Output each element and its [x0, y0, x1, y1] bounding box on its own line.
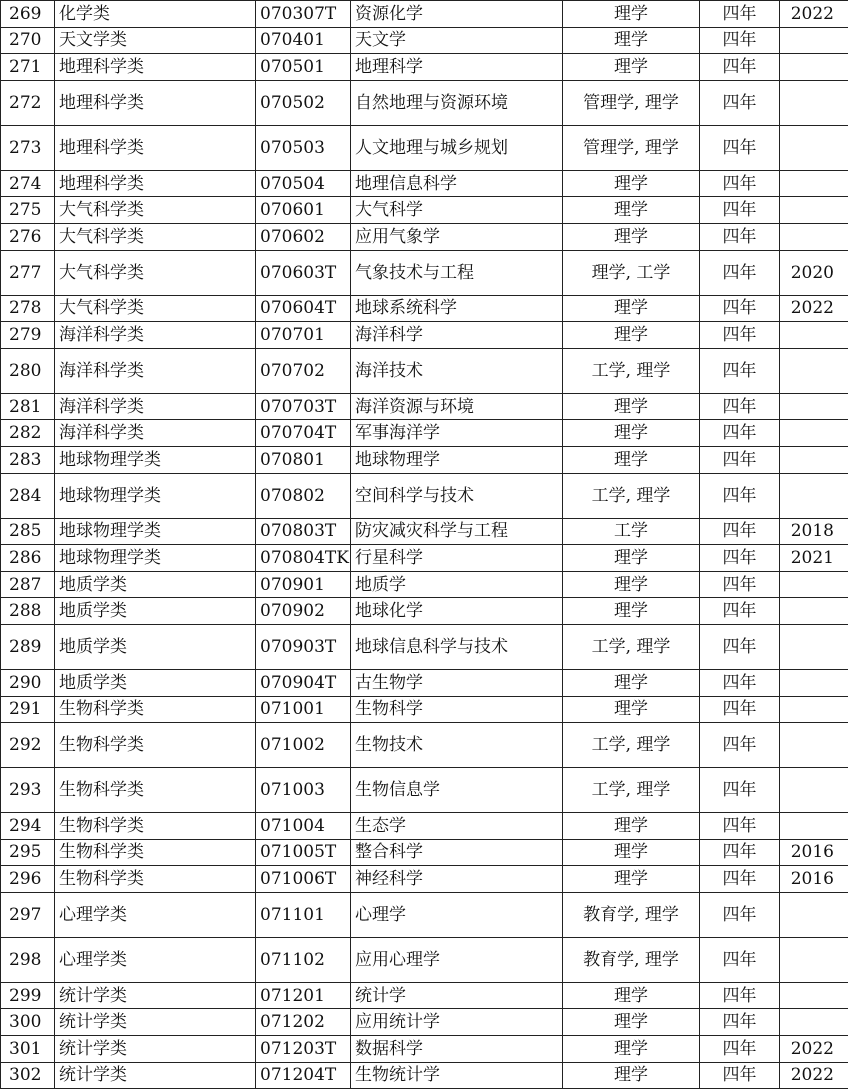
- major-name-cell: 生态学: [351, 813, 563, 840]
- degree-cell: 工学, 理学: [563, 624, 700, 669]
- year-added-cell: [780, 669, 848, 696]
- year-added-cell: [780, 768, 848, 813]
- major-code-cell: 071005T: [256, 839, 351, 866]
- row-number-cell: 292: [1, 723, 55, 768]
- major-code-cell: 070703T: [256, 393, 351, 420]
- row-number-cell: 273: [1, 125, 55, 170]
- category-cell: 海洋科学类: [55, 322, 256, 349]
- year-added-cell: [780, 892, 848, 937]
- degree-cell: 理学: [563, 27, 700, 54]
- category-cell: 天文学类: [55, 27, 256, 54]
- major-code-cell: 070701: [256, 322, 351, 349]
- major-code-cell: 071006T: [256, 866, 351, 893]
- degree-cell: 理学: [563, 223, 700, 250]
- table-row: [1, 420, 848, 447]
- duration-cell: 四年: [700, 813, 780, 840]
- duration-cell: 四年: [700, 982, 780, 1009]
- major-name-cell: 海洋科学: [351, 322, 563, 349]
- degree-cell: 理学: [563, 866, 700, 893]
- table-row: [1, 473, 848, 518]
- duration-cell: 四年: [700, 1009, 780, 1036]
- duration-cell: 四年: [700, 420, 780, 447]
- table-row: [1, 1009, 848, 1036]
- row-number-cell: 300: [1, 1009, 55, 1036]
- year-added-cell: [780, 571, 848, 598]
- category-cell: 化学类: [55, 1, 256, 28]
- year-added-cell: [780, 170, 848, 197]
- major-name-cell: 数据科学: [351, 1036, 563, 1063]
- major-name-cell: 应用气象学: [351, 223, 563, 250]
- year-added-cell: [780, 80, 848, 125]
- table-row: [1, 624, 848, 669]
- major-name-cell: 行星科学: [351, 545, 563, 572]
- year-added-cell: [780, 197, 848, 224]
- year-added-cell: [780, 322, 848, 349]
- row-number-cell: 278: [1, 295, 55, 322]
- row-number-cell: 288: [1, 598, 55, 625]
- table-row: [1, 322, 848, 349]
- duration-cell: 四年: [700, 197, 780, 224]
- duration-cell: 四年: [700, 571, 780, 598]
- duration-cell: 四年: [700, 598, 780, 625]
- row-number-cell: 294: [1, 813, 55, 840]
- major-name-cell: 地球系统科学: [351, 295, 563, 322]
- duration-cell: 四年: [700, 322, 780, 349]
- major-name-cell: 心理学: [351, 892, 563, 937]
- year-added-cell: 2022: [780, 295, 848, 322]
- degree-cell: 工学: [563, 518, 700, 545]
- year-added-cell: [780, 723, 848, 768]
- row-number-cell: 284: [1, 473, 55, 518]
- major-code-cell: 070504: [256, 170, 351, 197]
- row-number-cell: 276: [1, 223, 55, 250]
- row-number-cell: 297: [1, 892, 55, 937]
- table-row: [1, 250, 848, 295]
- table-row: [1, 892, 848, 937]
- major-name-cell: 生物统计学: [351, 1062, 563, 1089]
- duration-cell: 四年: [700, 937, 780, 982]
- row-number-cell: 293: [1, 768, 55, 813]
- row-number-cell: 282: [1, 420, 55, 447]
- duration-cell: 四年: [700, 223, 780, 250]
- row-number-cell: 269: [1, 1, 55, 28]
- duration-cell: 四年: [700, 1062, 780, 1089]
- table-row: [1, 545, 848, 572]
- duration-cell: 四年: [700, 250, 780, 295]
- degree-cell: 理学: [563, 696, 700, 723]
- table-row: [1, 197, 848, 224]
- major-code-cell: 070702: [256, 348, 351, 393]
- major-code-cell: 071204T: [256, 1062, 351, 1089]
- year-added-cell: 2016: [780, 839, 848, 866]
- major-name-cell: 生物信息学: [351, 768, 563, 813]
- row-number-cell: 289: [1, 624, 55, 669]
- category-cell: 统计学类: [55, 982, 256, 1009]
- degree-cell: 理学: [563, 1036, 700, 1063]
- degree-cell: 理学: [563, 322, 700, 349]
- year-added-cell: [780, 223, 848, 250]
- row-number-cell: 298: [1, 937, 55, 982]
- table-body: [1, 1, 848, 1089]
- major-name-cell: 应用心理学: [351, 937, 563, 982]
- major-name-cell: 应用统计学: [351, 1009, 563, 1036]
- table-row: [1, 1036, 848, 1063]
- major-name-cell: 海洋资源与环境: [351, 393, 563, 420]
- major-name-cell: 天文学: [351, 27, 563, 54]
- row-number-cell: 274: [1, 170, 55, 197]
- year-added-cell: 2022: [780, 1, 848, 28]
- degree-cell: 理学: [563, 1, 700, 28]
- major-name-cell: 地球化学: [351, 598, 563, 625]
- row-number-cell: 301: [1, 1036, 55, 1063]
- table-row: [1, 80, 848, 125]
- table-row: [1, 571, 848, 598]
- table-row: [1, 982, 848, 1009]
- degree-cell: 理学, 工学: [563, 250, 700, 295]
- duration-cell: 四年: [700, 768, 780, 813]
- year-added-cell: 2020: [780, 250, 848, 295]
- major-code-cell: 070501: [256, 54, 351, 81]
- year-added-cell: [780, 348, 848, 393]
- row-number-cell: 270: [1, 27, 55, 54]
- category-cell: 生物科学类: [55, 866, 256, 893]
- duration-cell: 四年: [700, 348, 780, 393]
- table-row: [1, 27, 848, 54]
- category-cell: 统计学类: [55, 1062, 256, 1089]
- major-name-cell: 地理信息科学: [351, 170, 563, 197]
- category-cell: 统计学类: [55, 1036, 256, 1063]
- degree-cell: 工学, 理学: [563, 768, 700, 813]
- year-added-cell: [780, 446, 848, 473]
- table-row: [1, 348, 848, 393]
- duration-cell: 四年: [700, 393, 780, 420]
- table-row: [1, 295, 848, 322]
- table-row: [1, 1, 848, 28]
- major-code-cell: 070602: [256, 223, 351, 250]
- major-name-cell: 生物技术: [351, 723, 563, 768]
- duration-cell: 四年: [700, 27, 780, 54]
- major-name-cell: 人文地理与城乡规划: [351, 125, 563, 170]
- row-number-cell: 280: [1, 348, 55, 393]
- row-number-cell: 285: [1, 518, 55, 545]
- row-number-cell: 271: [1, 54, 55, 81]
- row-number-cell: 277: [1, 250, 55, 295]
- table-row: [1, 223, 848, 250]
- category-cell: 生物科学类: [55, 839, 256, 866]
- degree-cell: 教育学, 理学: [563, 937, 700, 982]
- major-code-cell: 071203T: [256, 1036, 351, 1063]
- duration-cell: 四年: [700, 518, 780, 545]
- table-row: [1, 125, 848, 170]
- duration-cell: 四年: [700, 170, 780, 197]
- degree-cell: 理学: [563, 54, 700, 81]
- duration-cell: 四年: [700, 723, 780, 768]
- year-added-cell: [780, 624, 848, 669]
- major-code-cell: 070902: [256, 598, 351, 625]
- year-added-cell: [780, 54, 848, 81]
- degree-cell: 理学: [563, 393, 700, 420]
- table-row: [1, 839, 848, 866]
- category-cell: 地质学类: [55, 571, 256, 598]
- table-row: [1, 669, 848, 696]
- degree-cell: 工学, 理学: [563, 348, 700, 393]
- row-number-cell: 290: [1, 669, 55, 696]
- year-added-cell: [780, 125, 848, 170]
- major-name-cell: 海洋技术: [351, 348, 563, 393]
- table-row: [1, 813, 848, 840]
- major-code-cell: 070802: [256, 473, 351, 518]
- row-number-cell: 287: [1, 571, 55, 598]
- year-added-cell: 2018: [780, 518, 848, 545]
- table-row: [1, 54, 848, 81]
- major-code-cell: 071003: [256, 768, 351, 813]
- degree-cell: 理学: [563, 446, 700, 473]
- major-name-cell: 自然地理与资源环境: [351, 80, 563, 125]
- category-cell: 心理学类: [55, 892, 256, 937]
- category-cell: 海洋科学类: [55, 420, 256, 447]
- degree-cell: 管理学, 理学: [563, 125, 700, 170]
- degree-cell: 工学, 理学: [563, 723, 700, 768]
- major-name-cell: 大气科学: [351, 197, 563, 224]
- category-cell: 地理科学类: [55, 170, 256, 197]
- major-name-cell: 地球物理学: [351, 446, 563, 473]
- category-cell: 大气科学类: [55, 295, 256, 322]
- major-name-cell: 气象技术与工程: [351, 250, 563, 295]
- table-row: [1, 696, 848, 723]
- degree-cell: 理学: [563, 982, 700, 1009]
- major-code-cell: 071201: [256, 982, 351, 1009]
- year-added-cell: [780, 598, 848, 625]
- duration-cell: 四年: [700, 295, 780, 322]
- major-code-cell: 070804TK: [256, 545, 351, 572]
- duration-cell: 四年: [700, 669, 780, 696]
- category-cell: 大气科学类: [55, 250, 256, 295]
- year-added-cell: 2022: [780, 1036, 848, 1063]
- major-name-cell: 地球信息科学与技术: [351, 624, 563, 669]
- major-code-cell: 070904T: [256, 669, 351, 696]
- year-added-cell: 2022: [780, 1062, 848, 1089]
- year-added-cell: [780, 27, 848, 54]
- category-cell: 海洋科学类: [55, 393, 256, 420]
- major-code-cell: 070704T: [256, 420, 351, 447]
- major-name-cell: 古生物学: [351, 669, 563, 696]
- duration-cell: 四年: [700, 1, 780, 28]
- table-row: [1, 768, 848, 813]
- duration-cell: 四年: [700, 473, 780, 518]
- year-added-cell: [780, 937, 848, 982]
- degree-cell: 理学: [563, 813, 700, 840]
- major-name-cell: 防灾减灾科学与工程: [351, 518, 563, 545]
- row-number-cell: 291: [1, 696, 55, 723]
- degree-cell: 理学: [563, 545, 700, 572]
- major-name-cell: 空间科学与技术: [351, 473, 563, 518]
- row-number-cell: 279: [1, 322, 55, 349]
- degree-cell: 理学: [563, 598, 700, 625]
- duration-cell: 四年: [700, 446, 780, 473]
- year-added-cell: [780, 696, 848, 723]
- row-number-cell: 296: [1, 866, 55, 893]
- category-cell: 地球物理学类: [55, 545, 256, 572]
- category-cell: 地质学类: [55, 598, 256, 625]
- table-row: [1, 518, 848, 545]
- category-cell: 大气科学类: [55, 197, 256, 224]
- duration-cell: 四年: [700, 545, 780, 572]
- major-code-cell: 070307T: [256, 1, 351, 28]
- category-cell: 地质学类: [55, 669, 256, 696]
- major-name-cell: 地质学: [351, 571, 563, 598]
- major-code-cell: 071001: [256, 696, 351, 723]
- major-code-cell: 070401: [256, 27, 351, 54]
- category-cell: 地球物理学类: [55, 518, 256, 545]
- row-number-cell: 275: [1, 197, 55, 224]
- major-name-cell: 整合科学: [351, 839, 563, 866]
- table-row: [1, 723, 848, 768]
- major-code-cell: 071101: [256, 892, 351, 937]
- major-code-cell: 071002: [256, 723, 351, 768]
- major-code-cell: 070601: [256, 197, 351, 224]
- category-cell: 地球物理学类: [55, 446, 256, 473]
- category-cell: 地质学类: [55, 624, 256, 669]
- year-added-cell: [780, 1009, 848, 1036]
- major-name-cell: 神经科学: [351, 866, 563, 893]
- duration-cell: 四年: [700, 80, 780, 125]
- degree-cell: 教育学, 理学: [563, 892, 700, 937]
- major-name-cell: 军事海洋学: [351, 420, 563, 447]
- row-number-cell: 283: [1, 446, 55, 473]
- row-number-cell: 281: [1, 393, 55, 420]
- category-cell: 生物科学类: [55, 768, 256, 813]
- major-code-cell: 070502: [256, 80, 351, 125]
- table-row: [1, 598, 848, 625]
- major-code-cell: 070503: [256, 125, 351, 170]
- duration-cell: 四年: [700, 866, 780, 893]
- degree-cell: 理学: [563, 170, 700, 197]
- category-cell: 地理科学类: [55, 125, 256, 170]
- table-row: [1, 170, 848, 197]
- year-added-cell: [780, 473, 848, 518]
- category-cell: 生物科学类: [55, 696, 256, 723]
- table-row: [1, 866, 848, 893]
- year-added-cell: [780, 393, 848, 420]
- year-added-cell: [780, 813, 848, 840]
- major-code-cell: 071202: [256, 1009, 351, 1036]
- row-number-cell: 286: [1, 545, 55, 572]
- table-row: [1, 393, 848, 420]
- degree-cell: 理学: [563, 669, 700, 696]
- duration-cell: 四年: [700, 1036, 780, 1063]
- degree-cell: 工学, 理学: [563, 473, 700, 518]
- major-code-cell: 071102: [256, 937, 351, 982]
- duration-cell: 四年: [700, 696, 780, 723]
- year-added-cell: [780, 982, 848, 1009]
- duration-cell: 四年: [700, 624, 780, 669]
- degree-cell: 理学: [563, 1009, 700, 1036]
- category-cell: 地理科学类: [55, 54, 256, 81]
- category-cell: 地理科学类: [55, 80, 256, 125]
- major-code-cell: 070604T: [256, 295, 351, 322]
- major-code-cell: 070901: [256, 571, 351, 598]
- category-cell: 生物科学类: [55, 723, 256, 768]
- row-number-cell: 302: [1, 1062, 55, 1089]
- major-name-cell: 生物科学: [351, 696, 563, 723]
- major-code-cell: 070903T: [256, 624, 351, 669]
- category-cell: 心理学类: [55, 937, 256, 982]
- category-cell: 统计学类: [55, 1009, 256, 1036]
- degree-cell: 理学: [563, 197, 700, 224]
- duration-cell: 四年: [700, 54, 780, 81]
- table-row: [1, 937, 848, 982]
- category-cell: 大气科学类: [55, 223, 256, 250]
- major-name-cell: 地理科学: [351, 54, 563, 81]
- duration-cell: 四年: [700, 892, 780, 937]
- major-code-cell: 070803T: [256, 518, 351, 545]
- degree-cell: 理学: [563, 420, 700, 447]
- degree-cell: 理学: [563, 295, 700, 322]
- year-added-cell: [780, 420, 848, 447]
- row-number-cell: 272: [1, 80, 55, 125]
- degree-cell: 理学: [563, 1062, 700, 1089]
- row-number-cell: 299: [1, 982, 55, 1009]
- year-added-cell: 2021: [780, 545, 848, 572]
- major-code-cell: 070801: [256, 446, 351, 473]
- row-number-cell: 295: [1, 839, 55, 866]
- degree-cell: 理学: [563, 571, 700, 598]
- category-cell: 生物科学类: [55, 813, 256, 840]
- year-added-cell: 2016: [780, 866, 848, 893]
- major-name-cell: 资源化学: [351, 1, 563, 28]
- degree-cell: 理学: [563, 839, 700, 866]
- table-row: [1, 1062, 848, 1089]
- major-code-cell: 070603T: [256, 250, 351, 295]
- table-row: [1, 446, 848, 473]
- degree-cell: 管理学, 理学: [563, 80, 700, 125]
- category-cell: 海洋科学类: [55, 348, 256, 393]
- duration-cell: 四年: [700, 125, 780, 170]
- major-name-cell: 统计学: [351, 982, 563, 1009]
- major-code-cell: 071004: [256, 813, 351, 840]
- category-cell: 地球物理学类: [55, 473, 256, 518]
- duration-cell: 四年: [700, 839, 780, 866]
